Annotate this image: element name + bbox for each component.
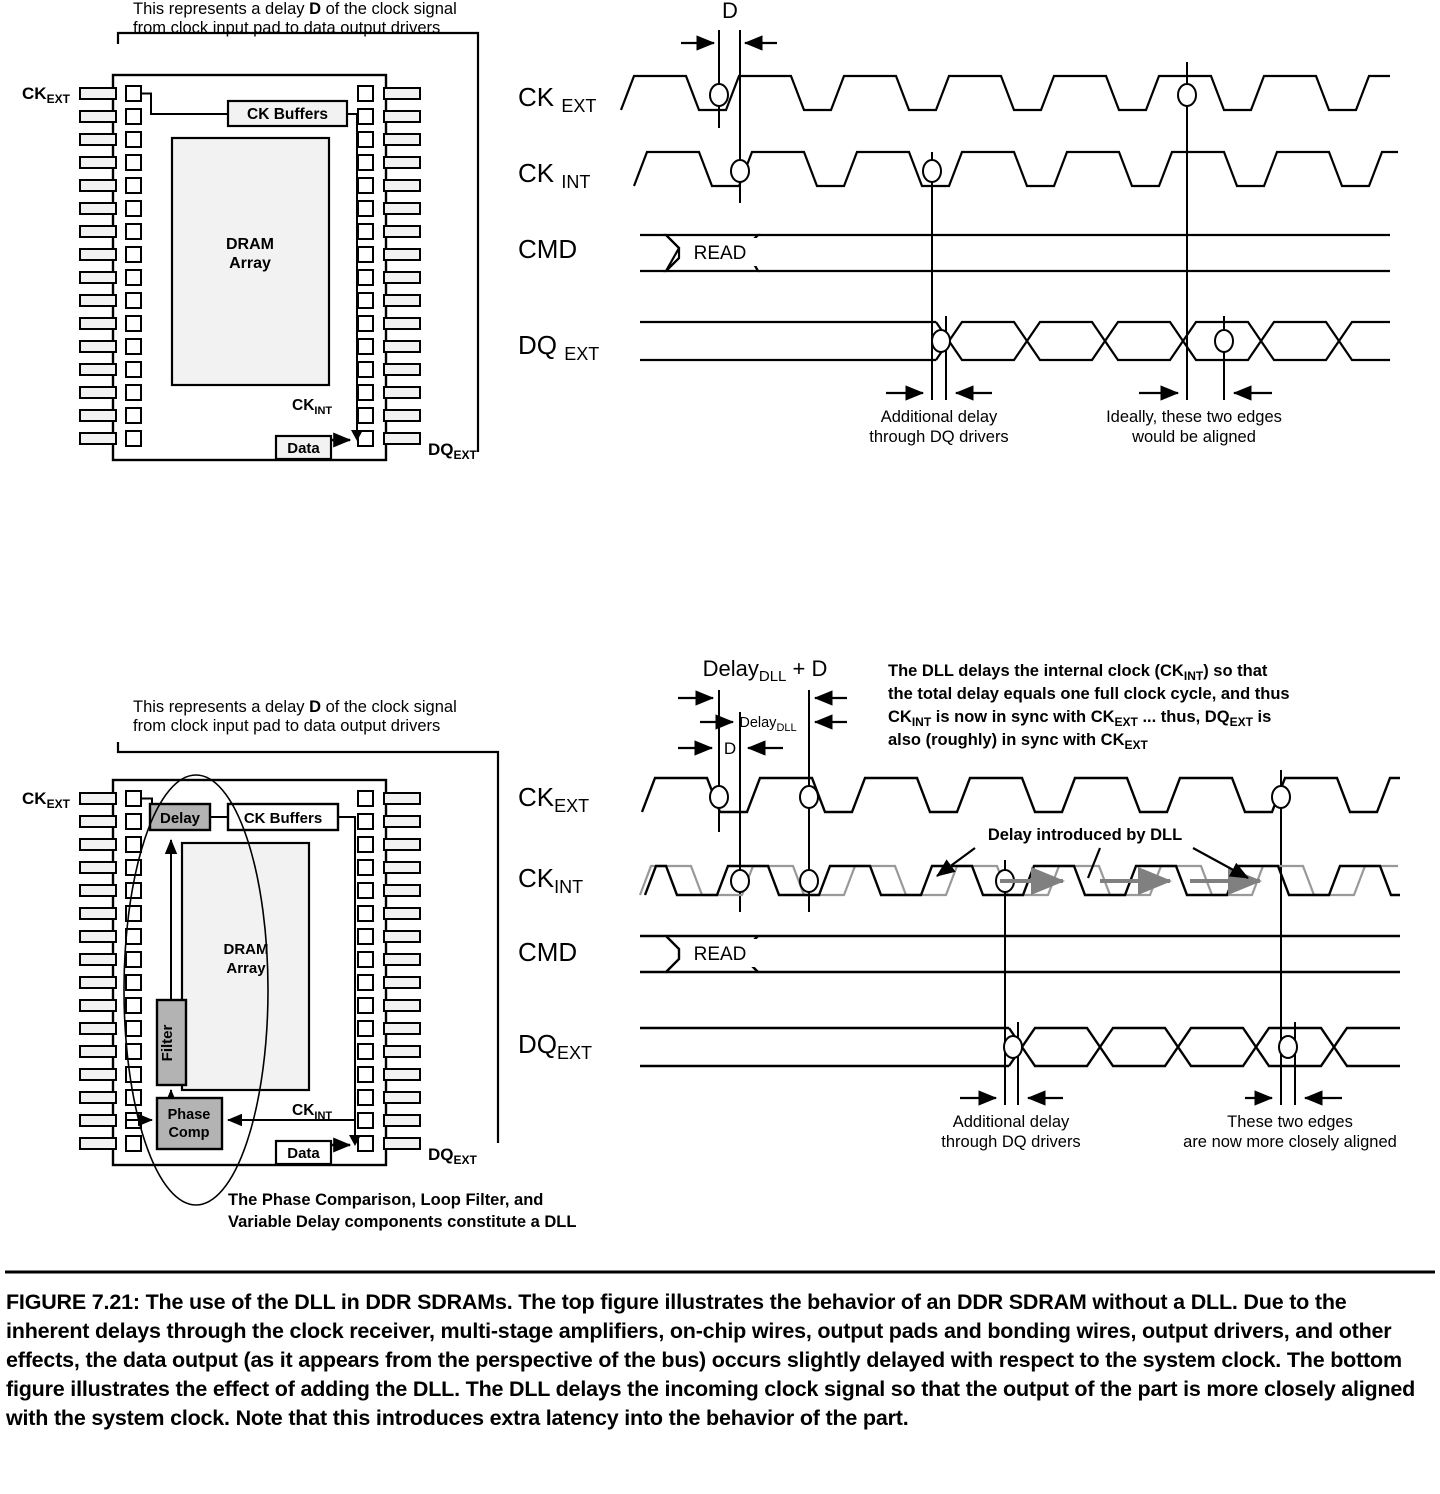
top-sig-label-ckint: CK $_{INT}$	[518, 158, 591, 192]
bottom-delay-block-label: Delay	[159, 810, 201, 827]
top-sig-label-cmd: CMD	[518, 234, 578, 264]
bottom-edge-marker-ckext-2	[800, 786, 818, 808]
bottom-edge-marker-ckint-1	[731, 870, 749, 892]
bottom-phase-comp-line2: Comp	[168, 1125, 210, 1141]
top-dram-array-line1: DRAM	[226, 236, 274, 253]
bottom-dll-note-pointer-2	[1088, 848, 1100, 878]
figure-caption	[6, 1288, 1434, 1433]
top-edge-marker-dq-1	[932, 330, 950, 352]
top-annot-left-line2: through DQ drivers	[869, 428, 1009, 446]
bottom-ck-buffers-label: CK Buffers	[243, 810, 323, 827]
bottom-annot-right-line2: are now more closely aligned	[1183, 1133, 1397, 1151]
bottom-data-label: Data	[287, 1145, 320, 1162]
top-edge-marker-ckext-1	[710, 84, 728, 106]
top-dram-array-line2: Array	[229, 255, 271, 272]
bottom-cmd-read-label: READ	[693, 944, 747, 965]
bottom-annot-right-line1: These two edges	[1227, 1113, 1353, 1131]
bottom-waveform-dqext	[640, 1028, 1400, 1066]
bottom-delay-note-line1: This represents a delay D of the clock signal	[133, 698, 457, 716]
bottom-annot-left-line1: Additional delay	[952, 1113, 1070, 1131]
bottom-edge-marker-dq-2	[1279, 1036, 1297, 1058]
top-sig-label-ckext: CK $_{EXT}$	[518, 82, 597, 116]
top-ckext-pin-label: $CK_{EXT}$	[22, 84, 70, 106]
top-ckint-net-label: $CK_{INT}$	[292, 397, 333, 417]
bottom-delay-dll-label: Delay$_{DLL}$	[739, 715, 797, 734]
top-edge-marker-ckext-2	[1178, 84, 1196, 106]
bottom-ckint-net-label: $CK_{INT}$	[292, 1102, 333, 1122]
figure-number: FIGURE 7.21:	[6, 1290, 140, 1314]
bottom-ckext-pin-label: $CK_{EXT}$	[22, 789, 70, 811]
figure-caption-text: The use of the DLL in DDR SDRAMs. The top figure illustrates the behavior of an DDR SDRAM without a DLL. Due to the inherent delays through the clock receiver, multi-stage amplifiers, on-chip wires, output pads and bonding wires, output drivers, and other effects, the data output (as it appears from the perspective of the bus) occurs slightly delayed with respect to the system clock. The bottom figure illustrates the effect of adding the DLL. The DLL delays the incoming clock signal so that the output of the part is more closely aligned with the system clock. Note that this introduces extra latency into the behavior of the part.	[6, 1290, 1416, 1431]
bottom-edge-marker-ckext-3	[1272, 786, 1290, 808]
bottom-delay-total-label: Delay$_{DLL}$ + D	[702, 656, 828, 685]
bottom-dll-note-pointer-3	[1193, 848, 1248, 878]
top-delay-note-line1: This represents a delay D of the clock signal	[133, 0, 457, 18]
top-cmd-read-label: READ	[693, 243, 747, 264]
top-delay-note-line2: from clock input pad to data output drivers	[133, 19, 441, 37]
bottom-filter-block-label: Filter	[159, 1024, 176, 1062]
bottom-edge-marker-ckext-1	[710, 786, 728, 808]
top-edge-marker-ckint-1	[731, 160, 749, 182]
top-annot-right-line1: Ideally, these two edges	[1106, 408, 1282, 426]
bottom-explain-line1: The DLL delays the internal clock $(CK_{INT})$ so that	[888, 662, 1268, 683]
bottom-dll-caption-line2: Variable Delay components constitute a DLL	[228, 1213, 577, 1231]
bottom-dram-array-line2: Array	[226, 960, 266, 977]
bottom-dram-array-line1: DRAM	[223, 941, 269, 958]
top-ck-buffers-label: CK Buffers	[247, 106, 328, 123]
bottom-explain-line3: $CK_{INT}$ is now in sync with $CK_{EXT}$ ... thus, $DQ_{EXT}$ is	[888, 708, 1272, 729]
bottom-timing-diagram	[518, 656, 1400, 1151]
top-edge-marker-ckint-2	[923, 160, 941, 182]
top-annot-right-line2: would be aligned	[1132, 428, 1256, 446]
bottom-phase-comp-line1: Phase	[167, 1107, 211, 1123]
bottom-delay-d-label: D	[723, 739, 737, 758]
bottom-dll-caption-line1: The Phase Comparison, Loop Filter, and	[228, 1191, 544, 1209]
top-timing-diagram	[518, 0, 1398, 446]
bottom-sig-label-ckext: $CK_{EXT}$	[518, 782, 590, 816]
bottom-chip-package	[22, 698, 576, 1231]
top-chip-package	[22, 0, 478, 462]
bottom-edge-marker-ckint-2	[800, 870, 818, 892]
top-dqext-pin-label: $DQ_{EXT}$	[428, 440, 477, 462]
bottom-explain-line4: also (roughly) in sync with $CK_{EXT}$	[888, 731, 1148, 752]
top-delay-d-label: D	[722, 0, 738, 23]
bottom-waveform-cmd	[640, 936, 1400, 972]
top-data-label: Data	[287, 440, 320, 457]
top-sig-label-dqext: DQ $_{EXT}$	[518, 330, 600, 364]
bottom-dll-delay-note: Delay introduced by DLL	[987, 826, 1183, 844]
bottom-phase-comp-box	[157, 1098, 222, 1149]
top-edge-marker-dq-2	[1215, 330, 1233, 352]
bottom-dll-note-pointer-1	[937, 848, 975, 876]
bottom-sig-label-cmd: CMD	[518, 937, 578, 967]
bottom-annot-left-line2: through DQ drivers	[941, 1133, 1081, 1151]
bottom-sig-label-ckint: $CK_{INT}$	[518, 863, 584, 897]
top-waveform-ckext	[621, 76, 1390, 110]
bottom-delay-note-line2: from clock input pad to data output drivers	[133, 717, 441, 735]
top-annot-left-line1: Additional delay	[880, 408, 998, 426]
bottom-sig-label-dqext: $DQ_{EXT}$	[518, 1029, 593, 1063]
bottom-dqext-pin-label: $DQ_{EXT}$	[428, 1145, 477, 1167]
top-waveform-dqext	[640, 322, 1390, 360]
top-waveform-cmd	[640, 235, 1390, 271]
bottom-explain-line2: the total delay equals one full clock cycle, and thus	[888, 685, 1290, 703]
bottom-edge-marker-dq-1	[1004, 1036, 1022, 1058]
